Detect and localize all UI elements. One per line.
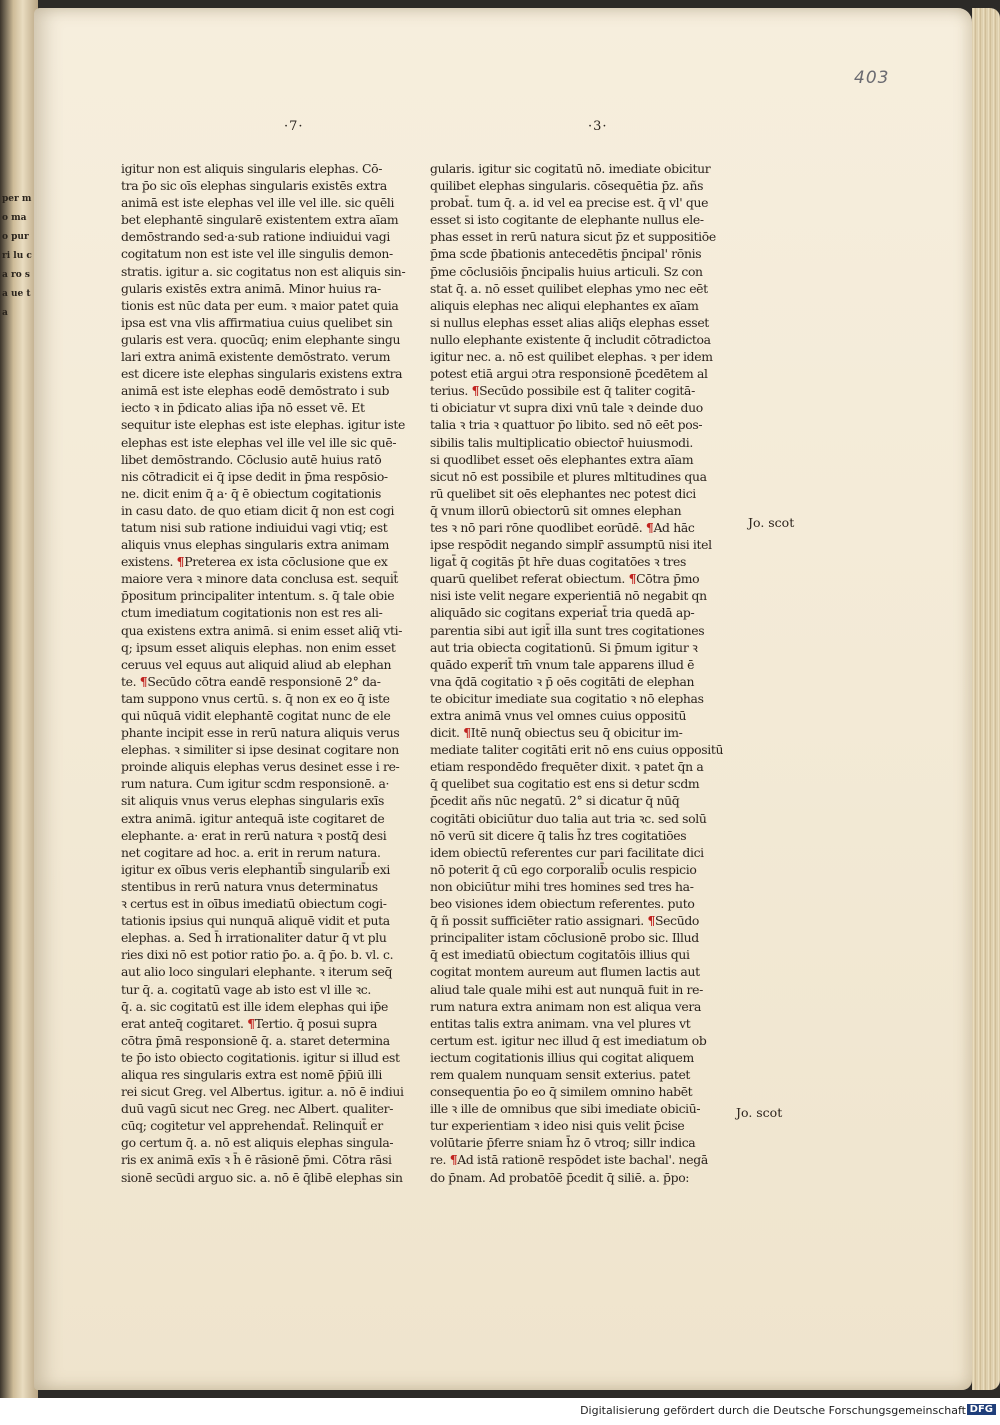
footer-bar [0, 1398, 1000, 1425]
text-line: talia ꝛ tria ꝛ quattuor p̄o libito. sed nō eēt pos- [430, 417, 703, 433]
text-line: quilibet elephas singularis. cōsequētia p̄z. añs [430, 178, 704, 194]
text-line: p̄cedit añs nūc negatū. 2° si dicatur q̄ nūq̄ [430, 793, 680, 809]
text-line: phante incipit esse in rerū natura aliquis verus [121, 725, 400, 741]
text-line: sit aliquis vnus verus elephas singularis exīs [121, 793, 385, 809]
text-line: ctum imediatum cogitationis non est res ali- [121, 605, 383, 621]
folio-number: 403 [854, 68, 890, 88]
text-line: igitur non est aliquis singularis elephas. Cō- [121, 161, 383, 176]
text-line: tur q̄. a. cogitatū vage ab isto est vl ille ꝛc. [121, 981, 371, 997]
text-line: existens. ¶Preterea ex ista cōclusione que ex [121, 554, 388, 570]
text-line: si quodlibet esset oēs elephantes extra aīam [430, 451, 694, 467]
text-line: q̄ quelibet sua cogitatio est ens si detur scdm [430, 776, 700, 792]
text-line: in casu dato. de quo etiam dicit q̄ non est cogi [121, 502, 395, 518]
text-line: si nullus elephas esset alias aliq̄s elephas esset [430, 314, 709, 330]
text-line: elephante. a· erat in rerū natura ꝛ postq̄ desi [121, 827, 387, 843]
text-line: terius. ¶Secūdo possibile est q̄ taliter cogitā- [430, 383, 695, 399]
text-line: quarū quelibet referat obiectum. ¶Cōtra p̄mo [430, 571, 700, 587]
text-line: ille ꝛ ille de omnibus que sibi imediate obiciū- [430, 1101, 701, 1117]
text-line: ipse respōdit negando simplr̄ assumptū nisi itel [430, 537, 712, 553]
text-line: nō verū sit dicere q̄ talis h̄z tres cogitatiōes [430, 827, 687, 843]
text-line: q̄ est imediatū obiectum cogitatōis illius qui [430, 947, 690, 963]
text-line: extra animā. igitur antequā iste cogitaret de [121, 810, 385, 826]
text-line: extra animā vnus vel omnes cuius oppositū [430, 708, 687, 723]
text-line: stentibus in rerū natura vnus determinatus [121, 878, 378, 894]
text-line: erat anteq̄ cogitaret. ¶Tertio. q̄ posui supra [121, 1015, 378, 1031]
text-line: nisi iste velit negare experientiā nō negabit qn [430, 588, 707, 604]
text-line: aliqua res singularis extra est nomē p̄p̄iū illi [121, 1066, 382, 1082]
text-line: gularis. igitur sic cogitatū nō. imediate obicitur [430, 161, 711, 176]
text-line: maiore vera ꝛ minore data conclusa est. sequit̄ [121, 571, 399, 587]
text-line: cōtra p̄mā responsionē q̄. a. staret determina [121, 1032, 390, 1048]
funding-notice: Digitalisierung gefördert durch die Deutsche Forschungsgemeinschaft [580, 1404, 966, 1417]
text-column-left [121, 160, 417, 1186]
dfg-logo: DFG [967, 1404, 996, 1415]
text-line: cogitat montem aureum aut flumen lactis aut [430, 964, 700, 980]
text-line: q̄ ñ possit sufficiēter ratio assignari. ¶Secūdo [430, 913, 700, 929]
text-line: tra p̄o sic oīs elephas singularis existēs extra [121, 178, 387, 194]
paragraph-mark: ¶ [463, 725, 471, 741]
text-line: cūq; cogitetur vel apprehendat̄. Relinquit̄ er [121, 1118, 383, 1134]
text-line: te obicitur imediate sua cogitatio ꝛ nō elephas [430, 690, 704, 706]
paragraph-mark: ¶ [176, 554, 185, 570]
text-line: ꝛ certus est in oībus imediatū obiectum cogi- [121, 896, 387, 912]
text-line: te. ¶Secūdo cōtra eandē responsionē 2° da- [121, 673, 381, 689]
text-line: potest etiā argui ɔtra responsionē p̄cedētem al [430, 366, 708, 382]
text-line: aliud tale quale mihi est aut nunquā fuit in re- [430, 981, 703, 997]
paragraph-mark: ¶ [247, 1015, 255, 1031]
text-line: elephas est iste elephas vel ille vel ille sic quē- [121, 434, 397, 450]
text-line: aliquis elephas nec aliqui elephantes ex aīam [430, 297, 699, 313]
text-line: consequentia p̄o eo q̄ similem omnino habēt [430, 1084, 693, 1100]
text-line: q̄ vnum illorū obiectorū sit omnes elephan [430, 502, 682, 518]
text-line: qui nūquā vidit elephantē cogitat nunc de ele [121, 708, 391, 723]
paragraph-mark: ¶ [628, 571, 637, 587]
text-line: nō poterit q̄ cū ego corporalib̄ oculis respicio [430, 861, 697, 877]
paragraph-mark: ¶ [139, 673, 148, 689]
text-line: beo visiones idem obiectum referentes. puto [430, 896, 695, 912]
text-line: elephas. a. Sed h̄ irrationaliter datur q̄ vt plu [121, 930, 387, 946]
text-line: q̄. a. sic cogitatū est ille idem elephas qui ip̄e [121, 998, 388, 1014]
text-line: qua existens extra animā. si enim esset aliq̄ vti- [121, 622, 403, 638]
text-line: rū quelibet sit oēs elephantes nec potest dici [430, 485, 696, 501]
text-line: aut tria obiecta cogitationū. Si p̄mum igitur ꝛ [430, 639, 698, 655]
text-line: p̄positum principaliter intentum. s. q̄ tale obie [121, 588, 395, 604]
paragraph-mark: ¶ [647, 913, 655, 929]
text-line: est dicere iste elephas singularis existens extra [121, 366, 403, 382]
text-line: p̄me cōclusiōis p̄ncipalis huius articuli. Sz con [430, 263, 703, 279]
text-line: ligat̄ q̄ cogitās p̄t hr̄e duas cogitatōes ꝛ tres [430, 554, 686, 570]
page-stack-edge [972, 8, 1000, 1390]
text-line: animā est iste elephas vel ille vel ille. sic quēli [121, 195, 395, 211]
text-line: te p̄o isto obiecto cogitationis. igitur si illud est [121, 1049, 400, 1065]
text-line: stat q̄. a. nō esset quilibet elephas ymo nec eēt [430, 280, 708, 296]
text-column-right [430, 160, 728, 1186]
text-line: phas esset in rerū natura sicut p̄z et suppositiōe [430, 229, 716, 245]
text-line: libet demōstrando. Cōclusio autē huius ratō [121, 451, 382, 467]
text-line: mediate taliter cogitāti erit nō ens cuius oppositū [430, 742, 724, 758]
text-line: certum est. igitur nec illud q̄ est imediatum ob [430, 1032, 707, 1048]
text-line: re. ¶Ad istā rationē respōdet iste bachal'. negā [430, 1152, 708, 1168]
text-line: aut alio loco singulari elephante. ꝛ iterum seq̄ [121, 964, 393, 980]
text-line: animā est iste elephas eodē demōstrato i sub [121, 383, 390, 399]
text-line: nullo elephante existente q̄ includit cōtradictoa [430, 331, 711, 347]
facing-page-text: per mo ma o pur ri lu ca ro sa ue ta [2, 194, 32, 318]
text-line: rei sicut Greg. vel Albertus. igitur. a. nō ē indiui [121, 1084, 404, 1100]
text-line: ne. dicit enim q̄ a· q̄ ē obiectum cogitationis [121, 485, 382, 501]
text-line: tur experientiam ꝛ ideo nisi quis velit p̄cise [430, 1118, 685, 1134]
text-line: etiam respondēdo frequēter dixit. ꝛ patet q̄n a [430, 759, 704, 775]
text-line: tes ꝛ nō pari rōne quodlibet eorūdē. ¶Ad hāc [430, 519, 695, 535]
text-line: principaliter istam cōclusionē probo sic. Illud [430, 930, 699, 946]
text-line: ti obiciatur vt supra dixi vnū tale ꝛ deinde duo [430, 400, 703, 416]
signature-mark-right: ·3· [588, 119, 608, 134]
text-line: aliquādo sic cogitans experiat̄ tria quedā ap- [430, 605, 695, 621]
text-line: aliquis vnus elephas singularis extra animam [121, 537, 390, 553]
text-line: parentia sibi aut igit̄ illa sunt tres cogitationes [430, 622, 705, 638]
text-line: vna q̄dā cogitatio ꝛ p̄ oēs cogitāti de elephan [430, 673, 695, 689]
text-line: entitas talis extra animam. vna vel plures vt [430, 1015, 691, 1031]
text-line: ceruus vel equus aut aliquid aliud ab elephan [121, 656, 392, 672]
text-line: lari extra animā existente demōstrato. verum [121, 349, 391, 365]
text-line: tationis ipsius qui nunquā aliquē vidit et puta [121, 913, 390, 929]
text-line: ipsa est vna vlis affirmatiua cuius quelibet sin [121, 314, 393, 330]
text-line: ris ex animā exīs ꝛ h̄ ē rāsionē p̄mi. Cōtra rāsi [121, 1152, 392, 1168]
text-line: sicut nō est possibile et plures mltitudines qua [430, 468, 707, 484]
text-line: quādo experit̄ tm̄ vnum tale apparens illud ē [430, 656, 695, 672]
text-line: ries dixi nō est potior ratio p̄o. a. q̄ p̄o. b. vl. c. [121, 947, 394, 963]
text-line: sionē secūdi arguo sic. a. nō ē q̄libē elephas sin [121, 1169, 403, 1185]
text-line: sibilis talis multiplicatio obiector̄ huiusmodi. [430, 434, 693, 450]
text-line: proinde aliquis elephas verus desinet esse i re- [121, 759, 400, 775]
text-line: rem qualem nunquam sensit exterius. patet [430, 1066, 691, 1082]
paragraph-mark: ¶ [471, 383, 480, 399]
text-line: q; ipsum esset aliquis elephas. non enim esset [121, 639, 396, 655]
text-line: do p̄nam. Ad probatōē p̄cedit q̄ siliē. a. p̄po: [430, 1169, 690, 1185]
signature-mark-left: ·7· [284, 119, 304, 134]
text-line: non obiciūtur mihi tres homines sed tres ha- [430, 878, 694, 894]
text-line: elephas. ꝛ similiter si ipse desinat cogitare non [121, 742, 399, 758]
text-line: igitur ex oībus veris elephantib̄ singularib̄ exi [121, 861, 390, 877]
text-line: tionis est nūc data per eum. ꝛ maior patet quia [121, 297, 399, 313]
text-line: nis cōtradicit ei q̄ ipse dedit in p̄ma respōsio- [121, 468, 388, 484]
text-line: idem obiectū referentes cur pari facilitate dici [430, 844, 704, 860]
text-line: gularis est vera. quocūq; enim elephante singu [121, 331, 401, 347]
text-line: bet elephantē singularē existentem extra aīam [121, 212, 399, 228]
text-line: volūtarie p̄ferre sniam h̄z ō vtroq; sillr indica [430, 1135, 696, 1151]
text-line: p̄ma scde p̄bationis antecedētis p̄ncipal' rōnis [430, 246, 702, 262]
text-line: igitur nec. a. nō est quilibet elephas. ꝛ per idem [430, 349, 713, 365]
text-line: tam suppono vnus certū. s. q̄ non ex eo q̄ iste [121, 690, 390, 706]
text-line: iectum cogitationis illius qui cogitat aliquem [430, 1049, 694, 1065]
text-line: dicit. ¶Itē nunq̄ obiectus seu q̄ obicitur im- [430, 725, 683, 741]
facing-page-edge [0, 0, 38, 1398]
text-line: cogitatum non est iste vel ille singulis demon- [121, 246, 393, 262]
text-line: esset si isto cogitante de elephante nullus ele- [430, 212, 704, 228]
text-line: iecto ꝛ in p̄dicato alias ip̄a nō esset vē. Et [121, 400, 365, 416]
text-line: rum natura. Cum igitur scdm responsionē. a· [121, 776, 390, 792]
text-line: sequitur iste elephas est iste elephas. igitur iste [121, 417, 405, 433]
paragraph-mark: ¶ [645, 519, 654, 535]
paragraph-mark: ¶ [449, 1152, 458, 1168]
text-line: stratis. igitur a. sic cogitatus non est aliquis sin- [121, 263, 406, 279]
text-line: gularis existēs extra animā. Minor huius ra- [121, 280, 381, 296]
margin-note-1: Jo. scot [748, 515, 795, 530]
text-line: tatum nisi sub ratione indiuidui vagi vtiq; est [121, 519, 388, 535]
text-line: net cogitare ad hoc. a. erit in rerum natura. [121, 844, 381, 860]
text-line: rum natura extra animam non est aliqua vera [430, 998, 701, 1014]
text-line: demōstrando sed·a·sub ratione indiuidui vagi [121, 229, 390, 245]
text-line: probat̄. tum q̄. a. id vel ea precise est. q̄ vl' que [430, 195, 709, 211]
text-line: cogitāti obiciūtur duo talia aut tria ꝛc. sed solū [430, 810, 707, 826]
text-line: go certum q̄. a. nō est aliquis elephas singula- [121, 1135, 394, 1151]
margin-note-2: Jo. scot [736, 1105, 783, 1120]
text-line: duū vagū sicut nec Greg. nec Albert. qualiter- [121, 1101, 394, 1117]
